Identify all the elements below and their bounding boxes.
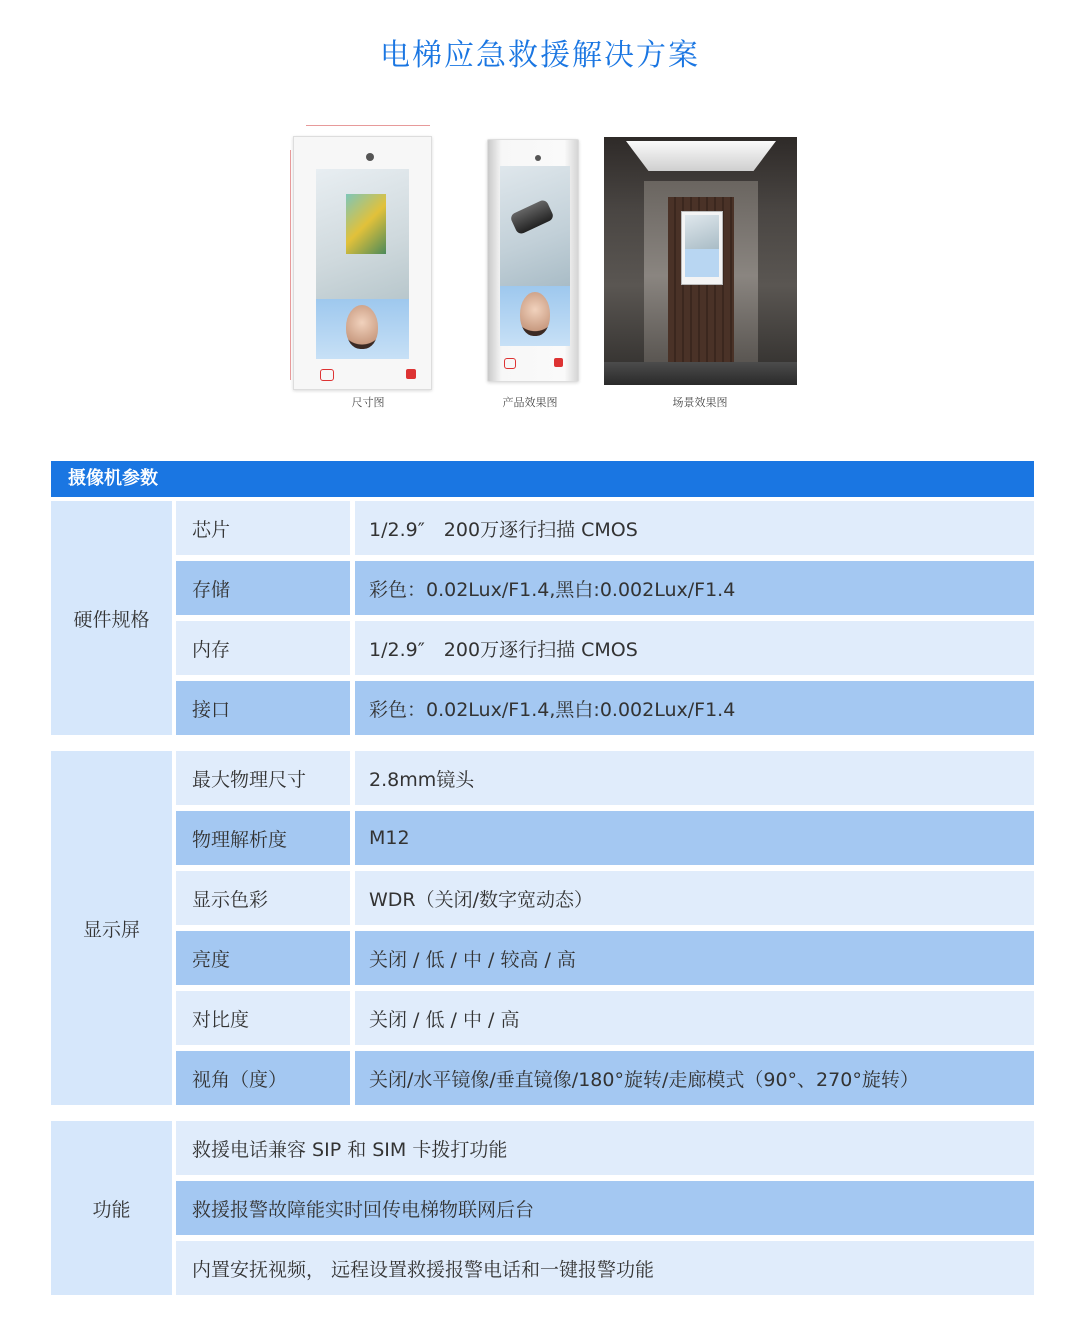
mounted-screen-ad: [685, 215, 719, 249]
param-label: 存储: [176, 561, 350, 615]
elevator-scene-image: [604, 137, 797, 385]
param-label: 物理解析度: [176, 811, 350, 865]
param-value: 关闭 / 低 / 中 / 较高 / 高: [355, 931, 1034, 985]
param-label: 最大物理尺寸: [176, 751, 350, 805]
ad-product-graphic: [509, 199, 555, 236]
device-body: [487, 139, 579, 382]
ceiling-light: [626, 141, 776, 171]
alarm-icon: [504, 358, 516, 369]
screen-ad-top: [316, 169, 409, 299]
screen-video-bottom: [500, 286, 570, 346]
table-header: 摄像机参数: [51, 461, 1034, 497]
param-label: 接口: [176, 681, 350, 735]
alarm-icon: [320, 369, 334, 381]
screen-video-bottom: [316, 299, 409, 359]
camera-lens-icon: [366, 153, 374, 161]
caption-dimension: 尺寸图: [351, 396, 385, 409]
param-value: 彩色：0.02Lux/F1.4,黑白:0.002Lux/F1.4: [355, 681, 1034, 735]
function-item: 救援报警故障能实时回传电梯物联网后台: [176, 1181, 1034, 1235]
param-value: 1/2.9″ 200万逐行扫描 CMOS: [355, 621, 1034, 675]
param-label: 显示色彩: [176, 871, 350, 925]
caption-scene: 场景效果图: [672, 396, 728, 409]
param-label: 芯片: [176, 501, 350, 555]
param-label: 对比度: [176, 991, 350, 1045]
width-dimension-line: [306, 125, 430, 126]
screen-ad-top: [500, 166, 570, 286]
mounted-screen: [681, 211, 723, 285]
wood-panel: [668, 197, 734, 372]
ad-graphic: [346, 194, 386, 254]
param-value: WDR（关闭/数字宽动态）: [355, 871, 1034, 925]
device-outline: [293, 136, 432, 390]
phone-icon: [554, 358, 563, 367]
param-value: 关闭 / 低 / 中 / 高: [355, 991, 1034, 1045]
category-function: 功能: [51, 1121, 172, 1295]
param-label: 亮度: [176, 931, 350, 985]
caption-product: 产品效果图: [502, 396, 558, 409]
person-face-image: [520, 292, 550, 336]
category-display: 显示屏: [51, 751, 172, 1105]
camera-lens-icon: [535, 155, 541, 161]
param-value: M12: [355, 811, 1034, 865]
function-item: 内置安抚视频， 远程设置救援报警电话和一键报警功能: [176, 1241, 1034, 1295]
height-dimension-line: [290, 150, 291, 380]
param-label: 内存: [176, 621, 350, 675]
param-value: 1/2.9″ 200万逐行扫描 CMOS: [355, 501, 1034, 555]
phone-icon: [406, 369, 416, 379]
person-face-image: [346, 305, 378, 349]
param-value: 关闭/水平镜像/垂直镜像/180°旋转/走廊模式（90°、270°旋转）: [355, 1051, 1034, 1105]
function-item: 救援电话兼容 SIP 和 SIM 卡拨打功能: [176, 1121, 1034, 1175]
floor: [604, 362, 797, 385]
category-hardware: 硬件规格: [51, 501, 172, 735]
mounted-screen-video: [685, 249, 719, 277]
param-label: 视角（度）: [176, 1051, 350, 1105]
page-title: 电梯应急救援解决方案: [380, 38, 700, 73]
param-value: 彩色：0.02Lux/F1.4,黑白:0.002Lux/F1.4: [355, 561, 1034, 615]
param-value: 2.8mm镜头: [355, 751, 1034, 805]
